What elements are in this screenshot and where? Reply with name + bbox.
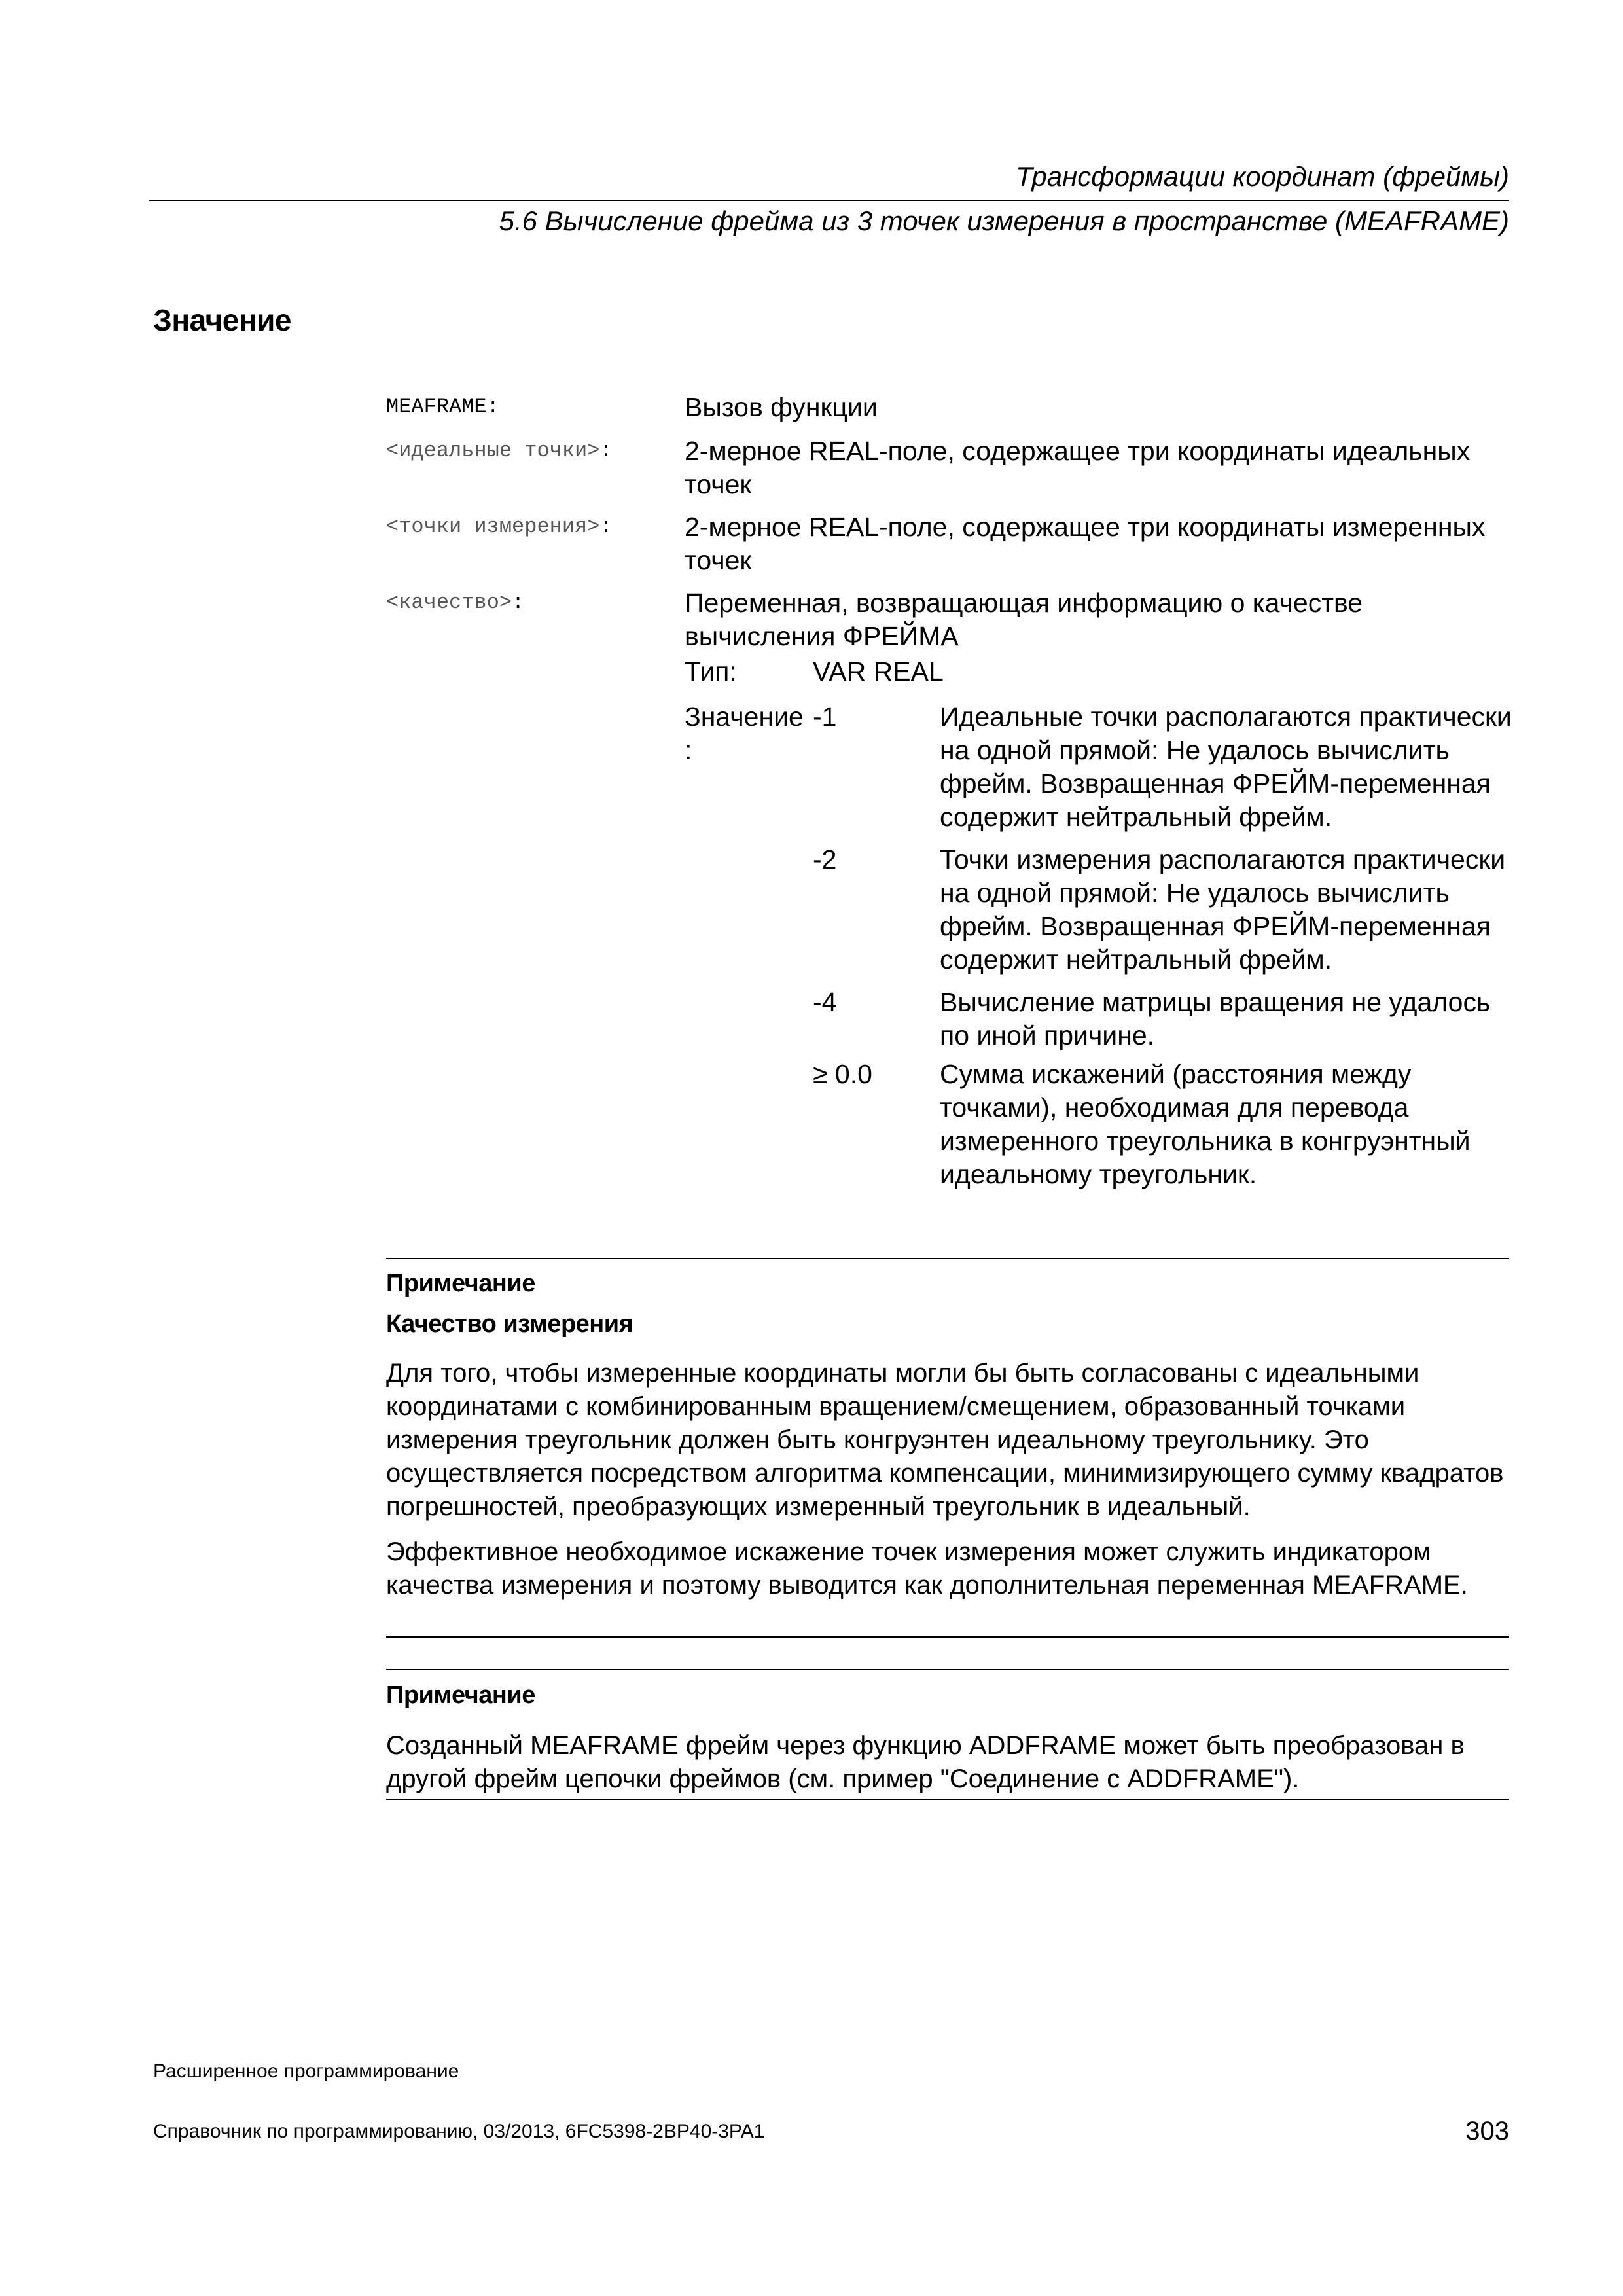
param-name-meaframe: MEAFRAME: bbox=[386, 395, 499, 419]
type-value: VAR REAL bbox=[813, 656, 944, 687]
value-description: Вычисление матрицы вращения не удалось по иной причине. bbox=[940, 987, 1491, 1050]
footer-doc-title: Расширенное программирование bbox=[153, 2060, 459, 2082]
note-paragraph: Эффективное необходимое искажение точек измерения может служить индикатором качества измерения и поэтому выводится как дополнительная переменная MEAFRAME. bbox=[386, 1537, 1468, 1600]
param-desc-quality: Переменная, возвращающая информацию о качестве вычисления ФРЕЙМА bbox=[685, 588, 1363, 651]
param-desc-meaframe: Вызов функции bbox=[685, 392, 878, 422]
note-top-rule bbox=[386, 1669, 1509, 1670]
value-description: Точки измерения располагаются практически на одной прямой: Не удалось вычислить фрейм. Возвращенная ФРЕЙМ-переменная содержит нейтральный фрейм. bbox=[940, 844, 1506, 975]
type-label: Тип: bbox=[685, 656, 737, 687]
note-bottom-rule bbox=[386, 1799, 1509, 1800]
header-rule bbox=[149, 200, 1509, 201]
value-code: -4 bbox=[813, 987, 837, 1017]
footer-doc-info: Справочник по программированию, 03/2013, 6FC5398-2BP40-3PA1 bbox=[153, 2121, 765, 2142]
note-top-rule bbox=[386, 1258, 1509, 1259]
param-desc-measure-points: 2-мерное REAL-поле, содержащее три координаты измеренных точек bbox=[685, 512, 1486, 575]
value-description: Сумма искажений (расстояния между точками), необходимая для перевода измеренного треугольника в конгруэнтный идеальному треугольник. bbox=[940, 1059, 1471, 1189]
values-label: Значение : bbox=[685, 702, 804, 765]
note-heading: Примечание bbox=[386, 1270, 535, 1297]
value-description: Идеальные точки располагаются практически на одной прямой: Не удалось вычислить фрейм. Возвращенная ФРЕЙМ-переменная содержит нейтральный фрейм. bbox=[940, 702, 1512, 832]
note-subheading: Качество измерения bbox=[386, 1310, 633, 1338]
value-code: -1 bbox=[813, 702, 837, 732]
note-paragraph: Созданный MEAFRAME фрейм через функцию ADDFRAME может быть преобразован в другой фрейм цепочки фреймов (см. пример "Соединение с ADDFRAME"). bbox=[386, 1731, 1465, 1793]
section-title: Значение bbox=[153, 303, 291, 337]
running-header-chapter: Трансформации координат (фреймы) bbox=[1016, 161, 1509, 192]
value-code: -2 bbox=[813, 844, 837, 874]
param-desc-ideal-points: 2-мерное REAL-поле, содержащее три координаты идеальных точек bbox=[685, 436, 1471, 499]
page-number: 303 bbox=[1465, 2117, 1509, 2145]
note-paragraph: Для того, чтобы измеренные координаты могли бы быть согласованы с идеальными координатами с комбинированным вращением/смещением, образованный точками измерения треугольник должен быть конгруэнтен идеальному треугольнику. Это осуществляется посредством алгоритма компенсации, минимизирующего сумму квадратов погрешностей, преобразующих измеренный треугольник в идеальный. bbox=[386, 1359, 1504, 1521]
running-header-section: 5.6 Вычисление фрейма из 3 точек измерения в пространстве (MEAFRAME) bbox=[499, 206, 1509, 236]
value-code: ≥ 0.0 bbox=[813, 1059, 872, 1089]
param-name-quality: <качество>: bbox=[386, 590, 525, 615]
param-name-ideal-points: <идеальные точки>: bbox=[386, 439, 613, 463]
note-heading: Примечание bbox=[386, 1681, 535, 1709]
note-bottom-rule bbox=[386, 1636, 1509, 1638]
param-name-measure-points: <точки измерения>: bbox=[386, 514, 613, 539]
